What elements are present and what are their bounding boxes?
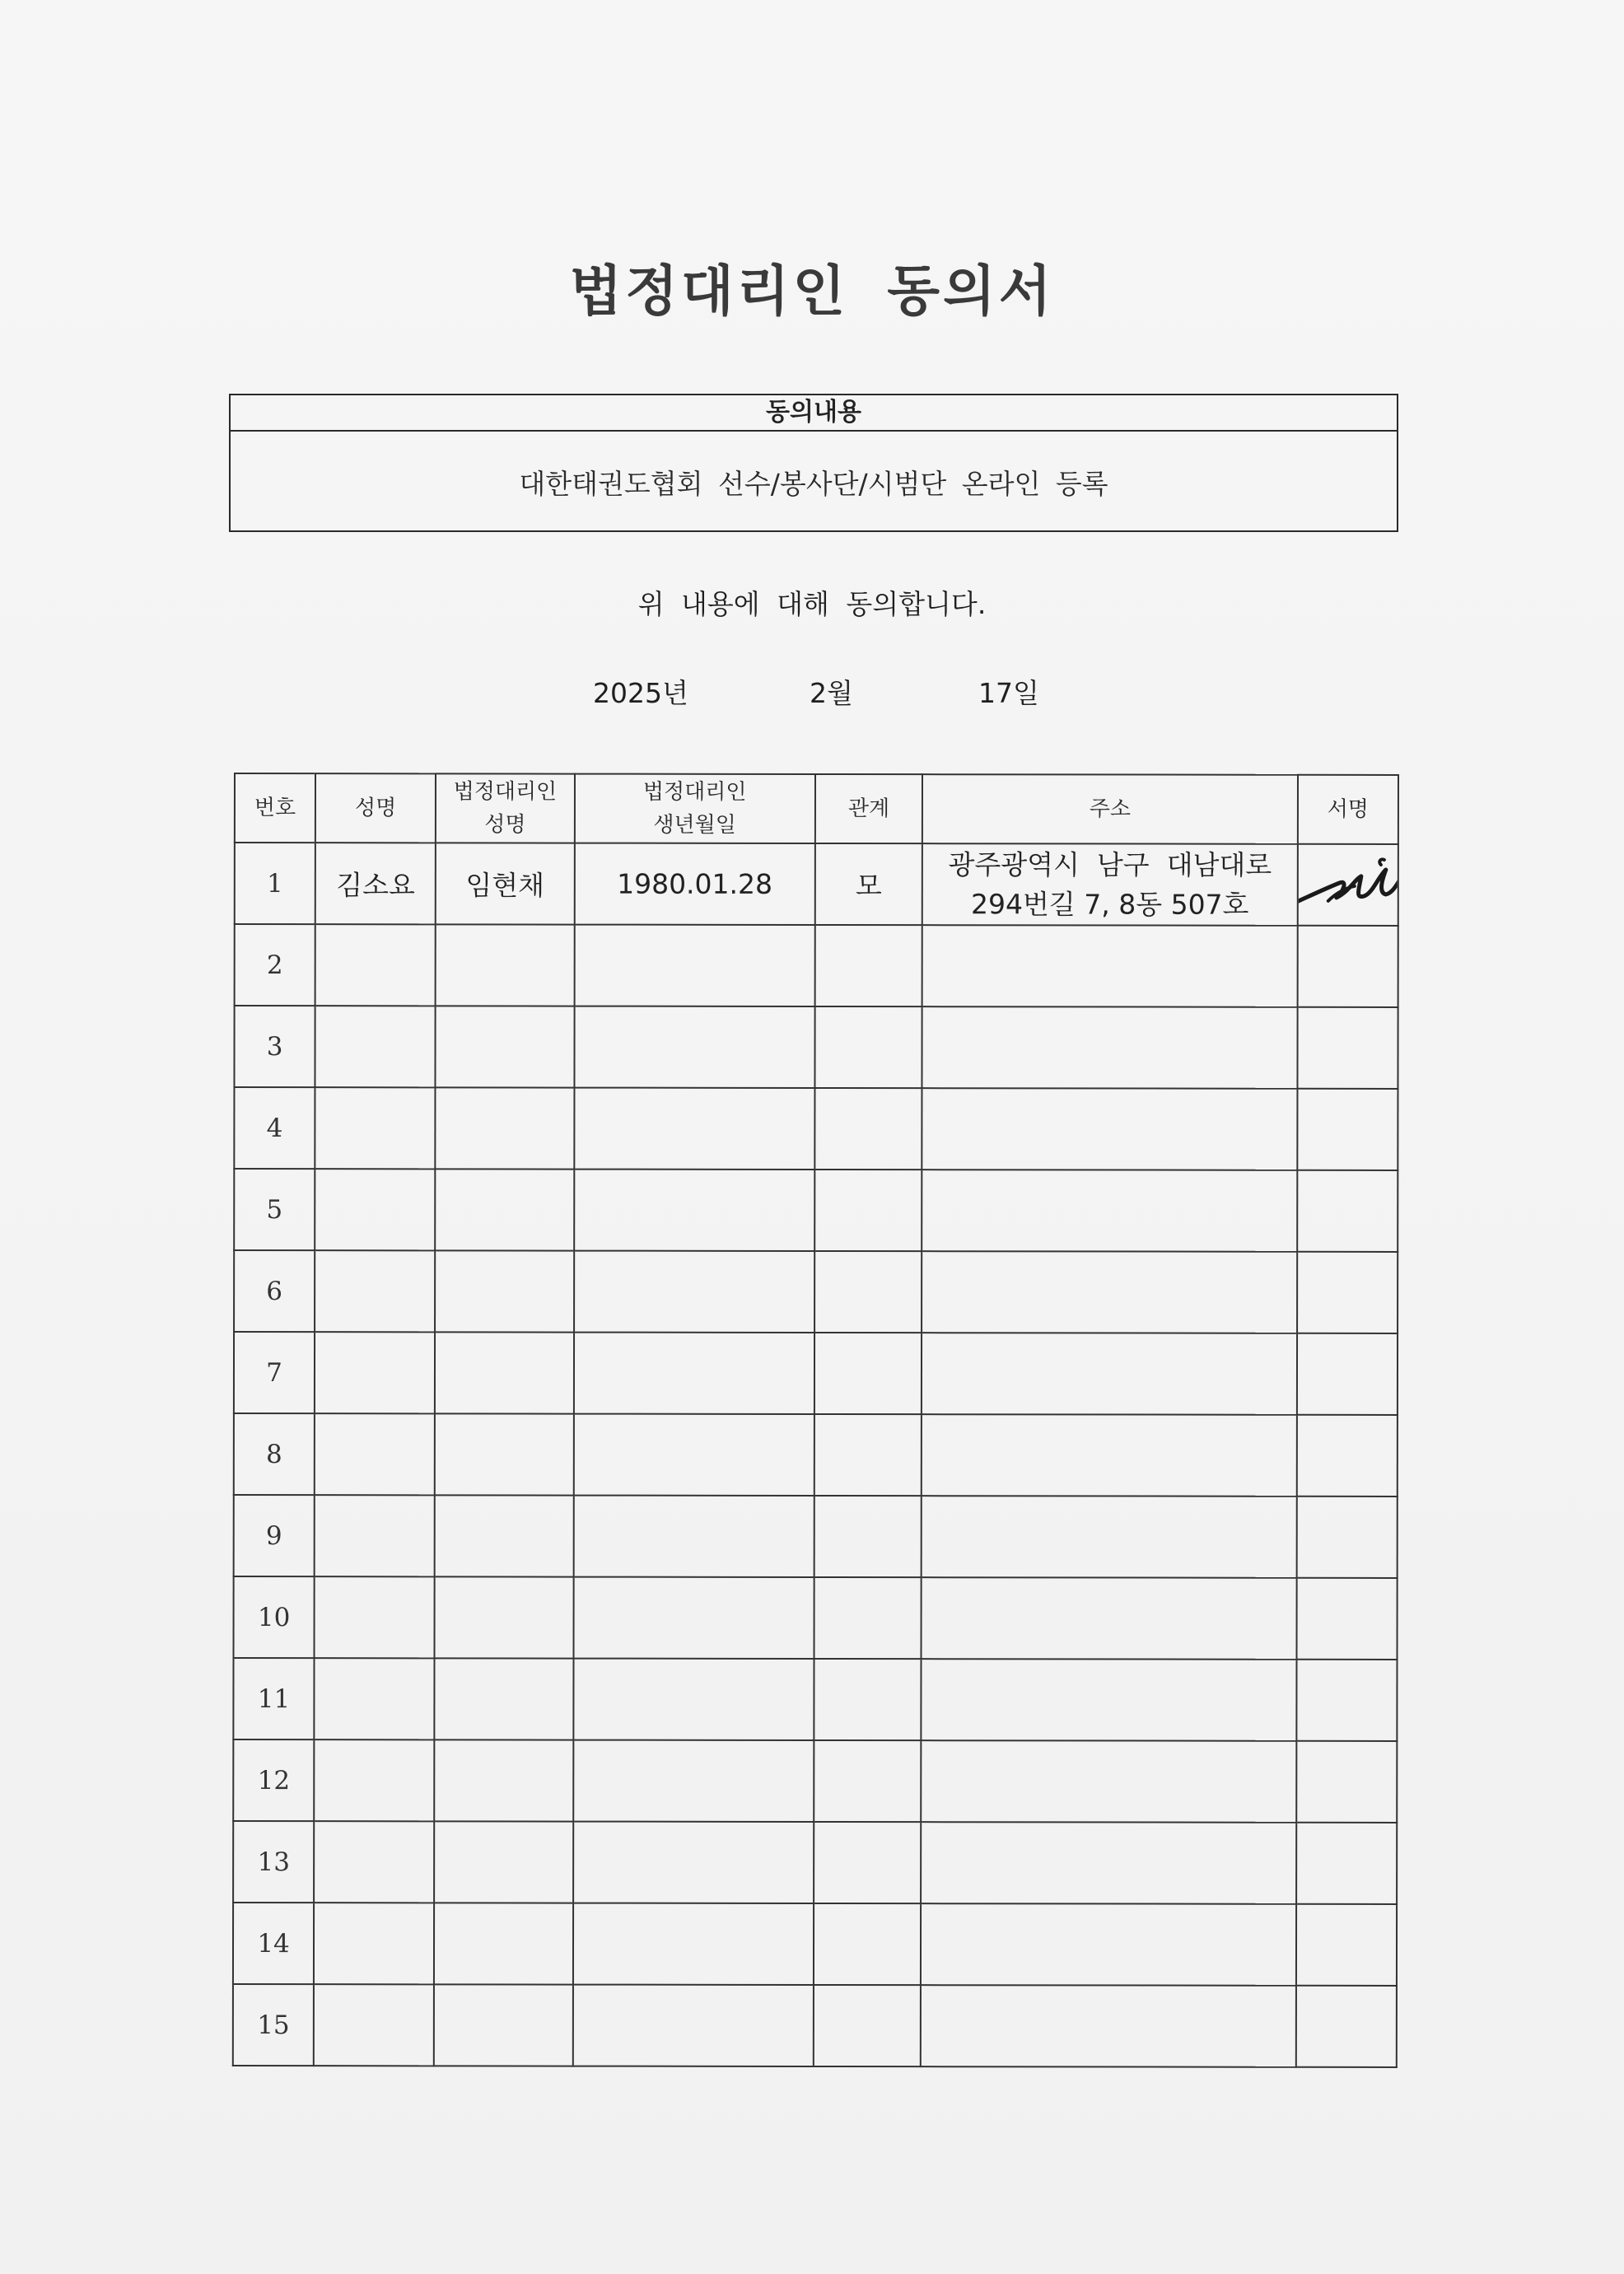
cell-relation: [814, 1088, 922, 1170]
cell-signature: [1297, 926, 1398, 1007]
cell-name: [315, 1006, 436, 1087]
header-guardian-name-line2: 성명: [484, 812, 526, 838]
cell-address: [921, 1740, 1296, 1823]
table-row: [234, 1413, 1398, 1497]
cell-address: [922, 1496, 1297, 1578]
cell-relation: [814, 1822, 921, 1903]
date-month: 2월: [810, 677, 853, 709]
cell-signature: [1296, 1497, 1397, 1578]
cell-name: [314, 1984, 434, 2066]
cell-signature: [1298, 844, 1398, 926]
cell-address: [922, 1006, 1298, 1089]
table-header-row: [235, 773, 1398, 844]
cell-guardian-birth: [573, 1822, 814, 1903]
cell-no: 12: [233, 1739, 314, 1821]
cell-signature: [1296, 1660, 1397, 1741]
cell-signature: [1297, 1415, 1398, 1497]
cell-signature: [1296, 1741, 1397, 1823]
cell-signature: [1297, 1252, 1398, 1333]
address-line1: 광주광역시 남구 대남대로: [948, 847, 1272, 881]
cell-address: [922, 1251, 1297, 1333]
cell-guardian-birth: [573, 1414, 814, 1496]
cell-guardian-birth: 1980.01.28: [574, 843, 815, 925]
cell-no: 6: [234, 1250, 315, 1332]
cell-name: [315, 1087, 435, 1169]
table-row: [233, 1576, 1397, 1660]
header-signature: 서명: [1298, 775, 1398, 844]
date-day: 17일: [978, 677, 1039, 709]
cell-guardian-name: [435, 1576, 573, 1658]
cell-signature: [1297, 1170, 1398, 1252]
cell-no: 8: [234, 1413, 315, 1495]
cell-name: [314, 1903, 434, 1984]
cell-guardian-name: [435, 1739, 573, 1821]
cell-guardian-birth: [573, 1333, 814, 1414]
document-title: 법정대리인 동의서: [569, 259, 1055, 323]
header-guardian-birth-line2: 생년월일: [653, 812, 736, 838]
cell-address: [922, 1088, 1297, 1170]
cell-guardian-name: [436, 1006, 574, 1087]
cell-no: 14: [233, 1903, 314, 1984]
table-row: [234, 1250, 1398, 1333]
cell-address: [922, 1333, 1297, 1415]
cell-guardian-name: [434, 1821, 572, 1903]
cell-guardian-name: [435, 1413, 573, 1495]
cell-address: [921, 1822, 1296, 1904]
guardian-table: [232, 773, 1399, 2068]
cell-guardian-birth: [573, 1496, 814, 1577]
cell-no: 11: [233, 1658, 314, 1739]
cell-relation: [814, 1251, 922, 1333]
cell-no: 13: [233, 1821, 314, 1903]
table-row: [233, 1739, 1397, 1823]
cell-guardian-birth: [573, 1740, 814, 1822]
cell-no: 1: [235, 843, 315, 924]
cell-guardian-name: [435, 1658, 573, 1739]
cell-guardian-name: [436, 1087, 574, 1169]
header-guardian-birth: [574, 774, 815, 843]
cell-address: [922, 925, 1298, 1007]
table-row: [234, 1169, 1398, 1252]
cell-relation: [814, 1333, 922, 1414]
cell-relation: [814, 1006, 922, 1088]
cell-no: 3: [234, 1006, 315, 1087]
header-relation: 관계: [815, 774, 922, 843]
header-name: 성명: [315, 773, 436, 843]
handwritten-signature: [1298, 850, 1398, 926]
cell-relation: [814, 1903, 921, 1985]
cell-relation: [814, 1659, 921, 1740]
cell-address: [922, 1170, 1297, 1252]
table-row: [234, 1006, 1398, 1089]
table-row: [233, 1821, 1397, 1904]
cell-name: [314, 1739, 434, 1821]
header-guardian-name: [436, 773, 574, 843]
cell-guardian-name: [434, 1903, 572, 1984]
cell-guardian-birth: [572, 1985, 814, 2066]
table-row: [233, 1903, 1397, 1986]
table-row: [235, 843, 1398, 926]
table-row: [233, 1658, 1397, 1741]
cell-name: [315, 924, 436, 1006]
cell-no: 15: [233, 1984, 314, 2066]
cell-guardian-birth: [574, 1006, 815, 1088]
cell-no: 10: [233, 1576, 314, 1658]
cell-guardian-birth: [574, 1251, 815, 1333]
cell-guardian-birth: [573, 1577, 814, 1659]
cell-name: [315, 1413, 435, 1495]
cell-signature: [1297, 1007, 1398, 1089]
table-row: [233, 1984, 1397, 2067]
table-row: [235, 924, 1398, 1007]
cell-relation: [814, 1170, 922, 1251]
header-no: 번호: [235, 773, 315, 843]
consent-box-content: 대한태권도협회 선수/봉사단/시범단 온라인 등록: [519, 467, 1108, 500]
address-line2: 294번길 7, 8동 507호: [970, 887, 1249, 921]
cell-address: [922, 1659, 1297, 1741]
cell-relation: [814, 1985, 921, 2066]
cell-signature: [1296, 1986, 1397, 2067]
cell-name: [315, 1576, 435, 1658]
guardian-table-wrapper: [234, 773, 1399, 2057]
cell-guardian-name: [435, 1332, 573, 1413]
cell-guardian-name: 임현채: [436, 843, 574, 924]
cell-no: 5: [234, 1169, 315, 1250]
cell-signature: [1297, 1333, 1398, 1415]
cell-relation: 모: [815, 843, 922, 925]
cell-guardian-birth: [574, 1088, 815, 1170]
table-row: [234, 1495, 1398, 1578]
cell-guardian-birth: [574, 1170, 815, 1251]
cell-no: 9: [234, 1495, 315, 1576]
cell-relation: [814, 1496, 922, 1577]
cell-guardian-birth: [573, 1659, 814, 1740]
cell-signature: [1297, 1089, 1398, 1170]
cell-name: [315, 1495, 435, 1576]
cell-guardian-birth: [574, 925, 815, 1006]
cell-address: [921, 1985, 1296, 2067]
cell-address: [921, 1903, 1296, 1986]
cell-name: [314, 1821, 434, 1903]
cell-relation: [814, 1740, 921, 1822]
cell-guardian-name: [436, 1169, 574, 1250]
cell-no: 4: [234, 1087, 315, 1169]
cell-name: [315, 1332, 435, 1413]
consent-box: [229, 394, 1398, 532]
cell-signature: [1296, 1578, 1397, 1660]
cell-address: [922, 1577, 1297, 1660]
cell-guardian-name: [434, 1984, 572, 2066]
cell-signature: [1296, 1904, 1397, 1986]
cell-address: [922, 1414, 1297, 1497]
header-guardian-birth-line1: 법정대리인: [642, 779, 747, 805]
agreement-statement: 위 내용에 대해 동의합니다.: [637, 588, 987, 620]
cell-name: [315, 1250, 435, 1332]
cell-guardian-name: [436, 924, 574, 1006]
cell-signature: [1296, 1823, 1397, 1904]
cell-no: 2: [235, 924, 315, 1006]
cell-no: 7: [234, 1332, 315, 1413]
table-row: [234, 1087, 1398, 1170]
cell-relation: [815, 925, 922, 1006]
guardian-table-body: [233, 843, 1398, 2067]
cell-relation: [814, 1414, 922, 1496]
cell-name: 김소요: [315, 843, 436, 924]
header-address: 주소: [922, 774, 1298, 844]
cell-name: [314, 1658, 434, 1739]
cell-name: [315, 1169, 435, 1250]
date-year: 2025년: [593, 677, 688, 709]
cell-guardian-name: [435, 1495, 573, 1576]
cell-guardian-name: [435, 1250, 573, 1332]
cell-relation: [814, 1577, 921, 1659]
header-guardian-name-line1: 법정대리인: [453, 779, 558, 805]
cell-guardian-birth: [573, 1903, 814, 1985]
table-row: [234, 1332, 1398, 1415]
cell-address: [922, 843, 1298, 926]
consent-box-header: 동의내용: [231, 395, 1397, 432]
